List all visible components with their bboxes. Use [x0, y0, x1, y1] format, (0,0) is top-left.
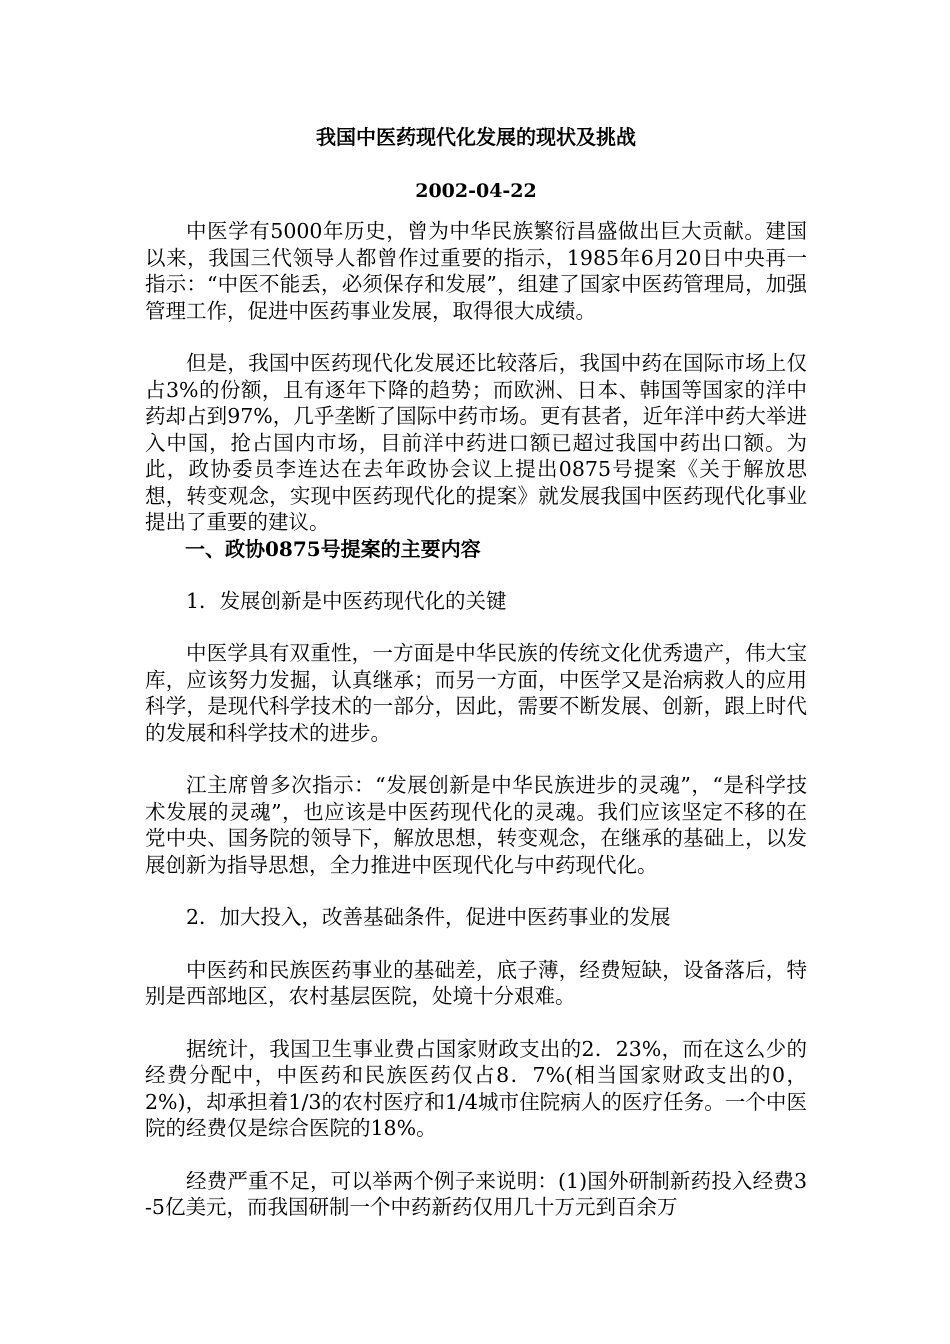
paragraph-item2-a: 中医药和民族医药事业的基础差，底子薄，经费短缺，设备落后，特别是西部地区，农村基层医院，处境十分艰难。 [145, 957, 807, 1008]
paragraph-item1-a: 中医学具有双重性，一方面是中华民族的传统文化优秀遗产，伟大宝库，应该努力发掘，认真继承；而另一方面，中医学又是治病救人的应用科学，是现代科学技术的一部分，因此，需要不断发展、创新，跟上时代的发展和科学技术的进步。 [145, 641, 807, 745]
paragraph-item2-b: 据统计，我国卫生事业费占国家财政支出的2．23%，而在这么少的经费分配中，中医药和民族医药仅占8．7%(相当国家财政支出的0，2%)，却承担着1/3的农村医疗和1/4城市住院病人的医疗任务。一个中医院的经费仅是综合医院的18%。 [145, 1036, 807, 1140]
section-heading-1: 一、政协0875号提案的主要内容 [185, 536, 481, 561]
paragraph-intro: 中医学有5000年历史，曾为中华民族繁衍昌盛做出巨大贡献。建国以来，我国三代领导人都曾作过重要的指示，1985年6月20日中央再一指示：“中医不能丢，必须保存和发展”，组建了国家中医药管理局，加强管理工作，促进中医药事业发展，取得很大成绩。 [145, 219, 807, 323]
paragraph-background: 但是，我国中医药现代化发展还比较落后，我国中药在国际市场上仅占3%的份额，且有逐年下降的趋势；而欧洲、日本、韩国等国家的洋中药却占到97%，几乎垄断了国际中药市场。更有甚者，近年洋中药大举进入中国，抢占国内市场，目前洋中药进口额已超过我国中药出口额。为此，政协委员李连达在去年政协会议上提出0875号提案《关于解放思想，转变观念，实现中医药现代化的提案》就发展我国中医药现代化事业提出了重要的建议。 [145, 351, 807, 534]
document-date: 2002-04-22 [415, 180, 537, 202]
paragraph-item2-c: 经费严重不足，可以举两个例子来说明：(1)国外研制新药投入经费3-5亿美元，而我国研制一个中药新药仅用几十万元到百余万 [145, 1168, 807, 1219]
document-page [145, 118, 807, 1221]
document-title: 我国中医药现代化发展的现状及挑战 [316, 125, 636, 149]
item-heading-2: 2．加大投入，改善基础条件，促进中医药事业的发展 [186, 905, 671, 929]
item-heading-1: 1．发展创新是中医药现代化的关键 [186, 588, 507, 613]
paragraph-item1-b: 江主席曾多次指示：“发展创新是中华民族进步的灵魂”，“是科学技术发展的灵魂”，也应该是中医药现代化的灵魂。我们应该坚定不移的在党中央、国务院的领导下，解放思想，转变观念，在继承的基础上，以发展创新为指导思想，全力推进中医现代化与中药现代化。 [145, 773, 807, 877]
